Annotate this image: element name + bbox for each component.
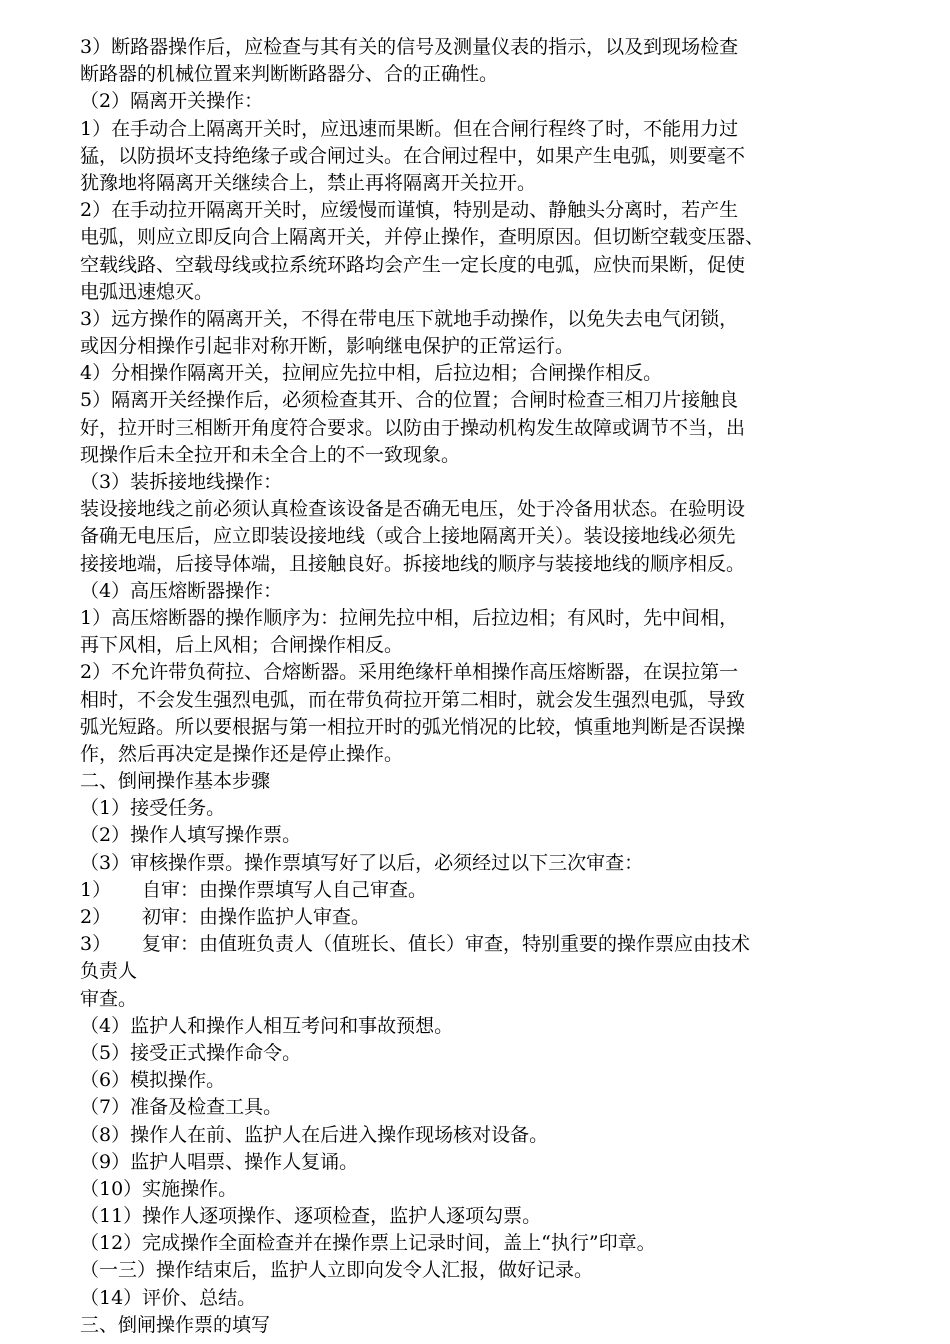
text-line: 1）高压熔断器的操作顺序为：拉闸先拉中相，后拉边相；有风时，先中间相， [80, 606, 739, 629]
step-item: （12）完成操作全面检查并在操作票上记录时间，盖上“执行”印章。 [80, 1232, 656, 1255]
text-line: 空载线路、空载母线或拉系统环路均会产生一定长度的电弧，应快而果断，促使 [80, 253, 746, 276]
text-line: 作，然后再决定是操作还是停止操作。 [80, 742, 404, 765]
step-item: （3）审核操作票。操作票填写好了以后，必须经过以下三次审查： [80, 851, 644, 874]
step-item: （7）准备及检查工具。 [80, 1096, 283, 1119]
text-line: 2）在手动拉开隔离开关时，应缓慢而谨慎，特别是动、静触头分离时，若产生 [80, 199, 739, 222]
step-item: （一三）操作结束后，监护人立即向发令人汇报，做好记录。 [80, 1259, 594, 1282]
text-line: 5）隔离开关经操作后，必须检查其开、合的位置；合闸时检查三相刀片接触良 [80, 389, 739, 412]
text-line: 装设接地线之前必须认真检查该设备是否确无电压，处于冷备用状态。在验明设 [80, 498, 746, 521]
review-step [80, 877, 880, 904]
review-step-number: 1） [80, 878, 112, 901]
text-line: 现操作后未全拉开和未全合上的不一致现象。 [80, 443, 461, 466]
step-item: （9）监护人唱票、操作人复诵。 [80, 1150, 359, 1173]
text-line: 1）在手动合上隔离开关时，应迅速而果断。但在合闸行程终了时，不能用力过 [80, 117, 739, 140]
text-line: 4）分相操作隔离开关，拉闸应先拉中相，后拉边相；合闸操作相反。 [80, 362, 663, 385]
review-step-text: 自审：由操作票填写人自己审查。 [142, 878, 428, 901]
text-line: 断路器的机械位置来判断断路器分、合的正确性。 [80, 63, 499, 86]
chapter-heading: 三、倒闸操作票的填写 [80, 1313, 271, 1336]
text-line: 再下风相，后上风相；合闸操作相反。 [80, 634, 404, 657]
text-line: 弧光短路。所以要根据与第一相拉开时的弧光悄况的比较，慎重地判断是否误操 [80, 715, 746, 738]
text-line: 备确无电压后，应立即装设接地线（或合上接地隔离开关）。装设接地线必须先 [80, 525, 736, 548]
chapter-heading: 二、倒闸操作基本步骤 [80, 770, 271, 793]
step-item: （5）接受正式操作命令。 [80, 1041, 302, 1064]
text-line: 2）不允许带负荷拉、合熔断器。采用绝缘杆单相操作高压熔断器，在误拉第一 [80, 661, 739, 684]
text-line: 电弧，则应立即反向合上隔离开关，并停止操作，查明原因。但切断空载变压器、 [80, 226, 765, 249]
review-step-number: 2） [80, 906, 112, 928]
document-page [80, 34, 880, 1339]
text-line: 3）断路器操作后，应检查与其有关的信号及测量仪表的指示，以及到现场检查 [80, 36, 739, 58]
step-item: （14）评价、总结。 [80, 1286, 257, 1309]
step-item: （10）实施操作。 [80, 1177, 238, 1200]
step-item: （2）操作人填写操作票。 [80, 824, 302, 847]
text-line: 电弧迅速熄灭。 [80, 280, 214, 303]
text-line: 猛，以防损坏支持绝缘子或合闸过头。在合闸过程中，如果产生电弧，则要毫不 [80, 144, 746, 167]
text-line: 或因分相操作引起非对称开断，影响继电保护的正常运行。 [80, 335, 575, 358]
step-item: （11）操作人逐项操作、逐项检查，监护人逐项勾票。 [80, 1205, 542, 1228]
text-line: 负责人 [80, 960, 138, 983]
review-step-text: 初审：由操作监护人审查。 [142, 906, 371, 928]
review-step-text: 复审：由值班负责人（值班长、值长）审查，特别重要的操作票应由技术 [142, 933, 751, 956]
text-line: 犹豫地将隔离开关继续合上，禁止再将隔离开关拉开。 [80, 171, 537, 194]
review-step [80, 931, 880, 958]
review-step-number: 3） [80, 933, 112, 956]
step-item: （6）模拟操作。 [80, 1069, 226, 1092]
text-line: 相时，不会发生强烈电弧，而在带负荷拉开第二相时，就会发生强烈电弧，导致 [80, 688, 746, 711]
text-line: 好，拉开时三相断开角度符合要求。以防由于操动机构发生故障或调节不当，出 [80, 416, 746, 439]
section-heading: （2）隔离开关操作： [80, 90, 264, 113]
section-heading: （3）装拆接地线操作： [80, 471, 283, 493]
step-item: （1）接受任务。 [80, 797, 226, 820]
text-line: 接接地端，后接导体端，且接触良好。拆接地线的顺序与装接地线的顺序相反。 [80, 552, 746, 575]
text-line: 3）远方操作的隔离开关，不得在带电压下就地手动操作，以免失去电气闭锁， [80, 307, 739, 330]
section-heading: （4）高压熔断器操作： [80, 579, 283, 602]
review-step [80, 904, 880, 931]
step-item: （4）监护人和操作人相互考问和事故预想。 [80, 1014, 454, 1037]
step-item: （8）操作人在前、监护人在后进入操作现场核对设备。 [80, 1123, 549, 1146]
text-line: 审查。 [80, 987, 138, 1010]
